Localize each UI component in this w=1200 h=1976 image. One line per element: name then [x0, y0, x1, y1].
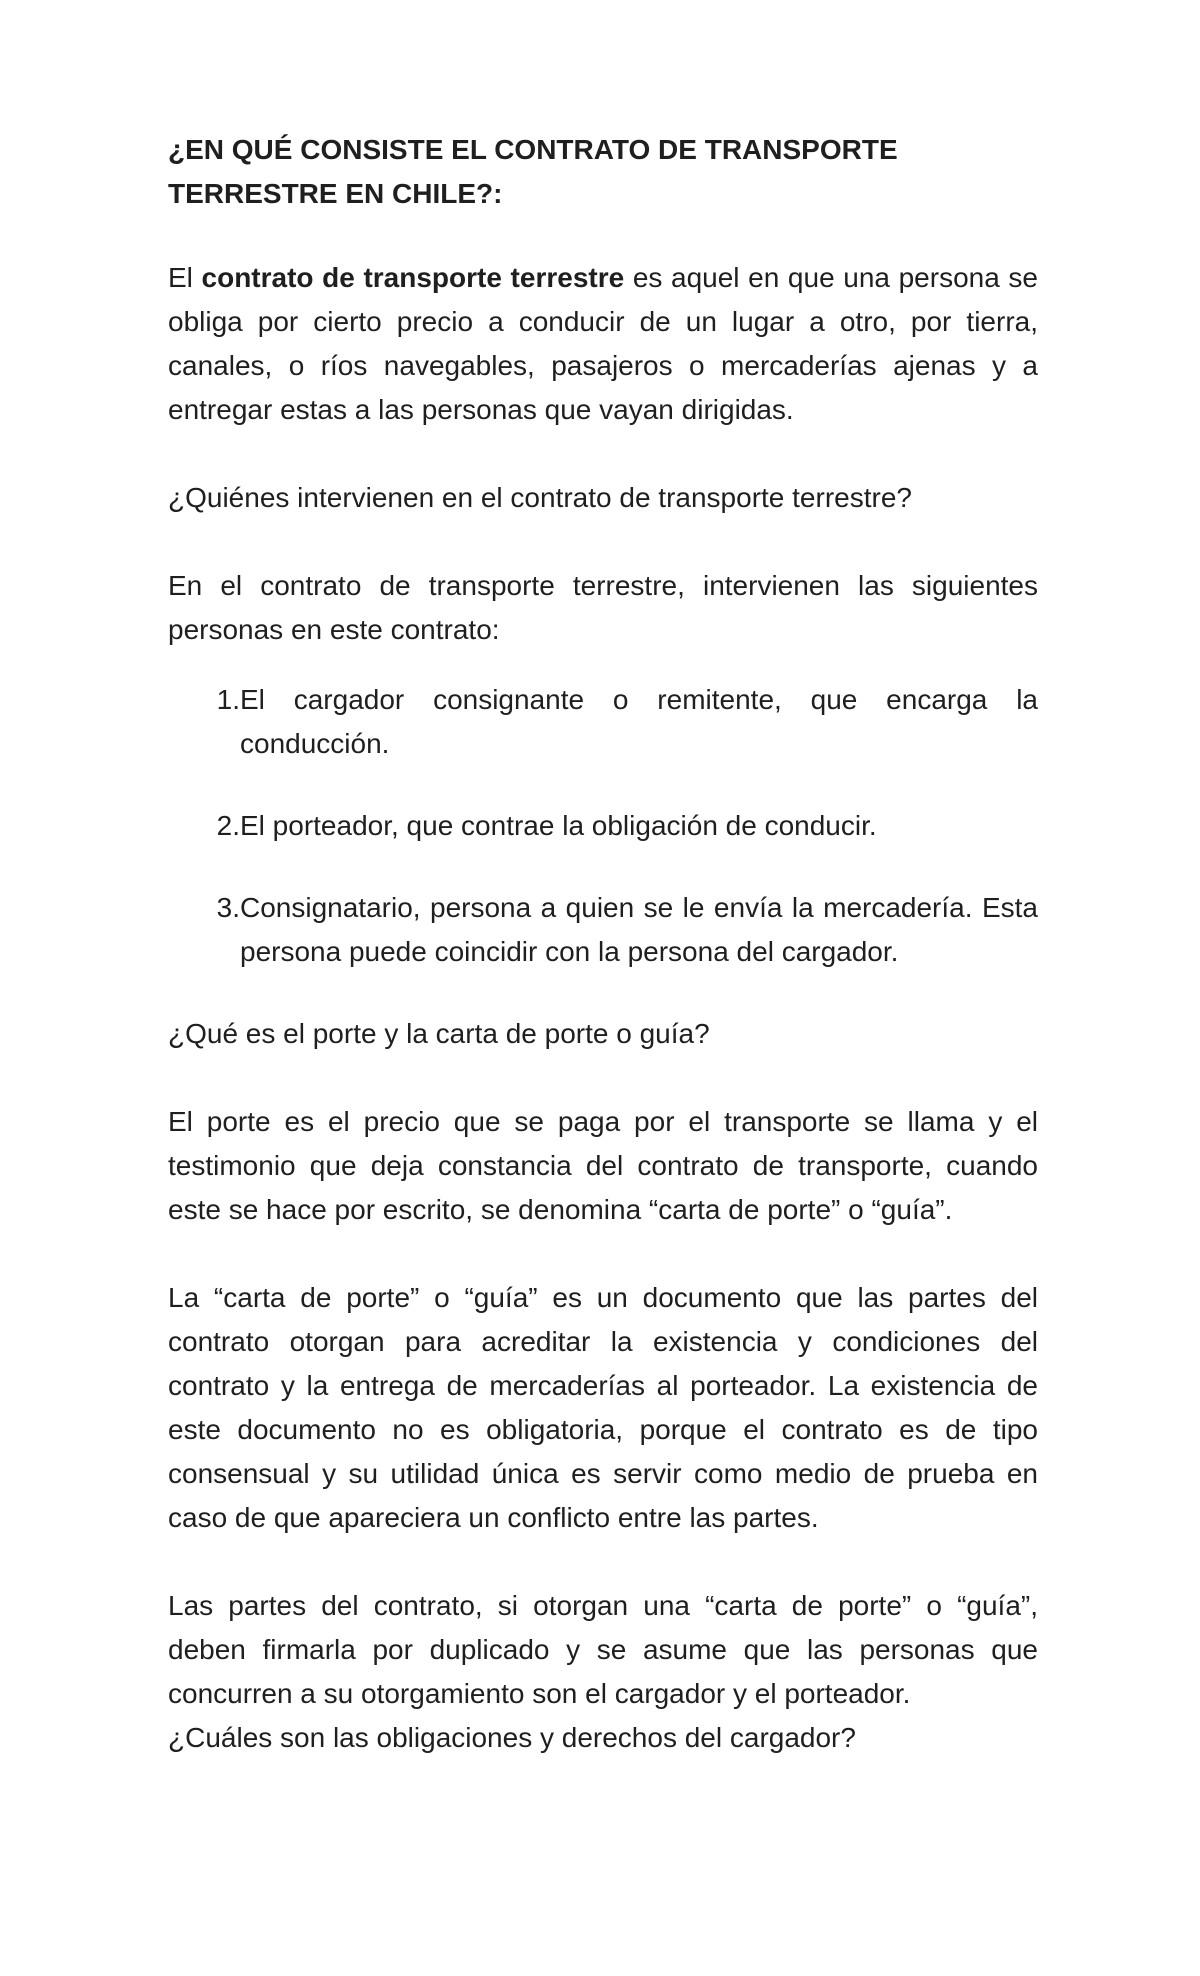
porte-paragraph: El porte es el precio que se paga por el transporte se llama y el testimonio que deja constancia del contrato de transporte, cuando este se hace por escrito, se denomina “carta de porte” o “guía”. [168, 1106, 1038, 1225]
participants-intro-paragraph: En el contrato de transporte terrestre, intervienen las siguientes personas en este contrato: [168, 570, 1038, 645]
list-item-text: Consignatario, persona a quien se le envía la mercadería. Esta persona puede coincidir con la persona del cargador. [240, 892, 1038, 967]
carta-de-porte-paragraph: La “carta de porte” o “guía” es un documento que las partes del contrato otorgan para acreditar la existencia y condiciones del contrato y la entrega de mercaderías al porteador. La existencia de este documento no es obligatoria, porque el contrato es de tipo consensual y su utilidad única es servir como medio de prueba en caso de que apareciera un conflicto entre las partes. [168, 1282, 1038, 1533]
question-participants: ¿Quiénes intervienen en el contrato de transporte terrestre? [168, 482, 912, 513]
participants-list [168, 678, 1038, 974]
definition-paragraph [168, 256, 1038, 432]
list-item [168, 804, 1038, 848]
definition-intro: El [168, 262, 202, 293]
list-item-text: El cargador consignante o remitente, que encarga la conducción. [240, 684, 1038, 759]
question-porte: ¿Qué es el porte y la carta de porte o guía? [168, 1018, 710, 1049]
document-page [168, 128, 1038, 1804]
definition-body: es aquel en que una persona se obliga por cierto precio a conducir de un lugar a otro, por tierra, canales, o ríos navegables, pasajeros o mercaderías ajenas y a entregar estas a las personas que vayan dirigidas. [168, 262, 1038, 425]
question-cargador: ¿Cuáles son las obligaciones y derechos del cargador? [168, 1722, 856, 1753]
list-item-text: El porteador, que contrae la obligación de conducir. [240, 810, 877, 841]
definition-term: contrato de transporte terrestre [201, 262, 625, 293]
document-heading: ¿EN QUÉ CONSISTE EL CONTRATO DE TRANSPORTE TERRESTRE EN CHILE?: [168, 134, 898, 209]
list-item [168, 678, 1038, 766]
list-item-number: 2. [216, 810, 240, 841]
list-item [168, 886, 1038, 974]
list-item-number: 1. [216, 684, 240, 715]
list-item-number: 3. [216, 892, 240, 923]
firma-paragraph: Las partes del contrato, si otorgan una “carta de porte” o “guía”, deben firmarla por duplicado y se asume que las personas que concurren a su otorgamiento son el cargador y el porteador. [168, 1590, 1038, 1709]
